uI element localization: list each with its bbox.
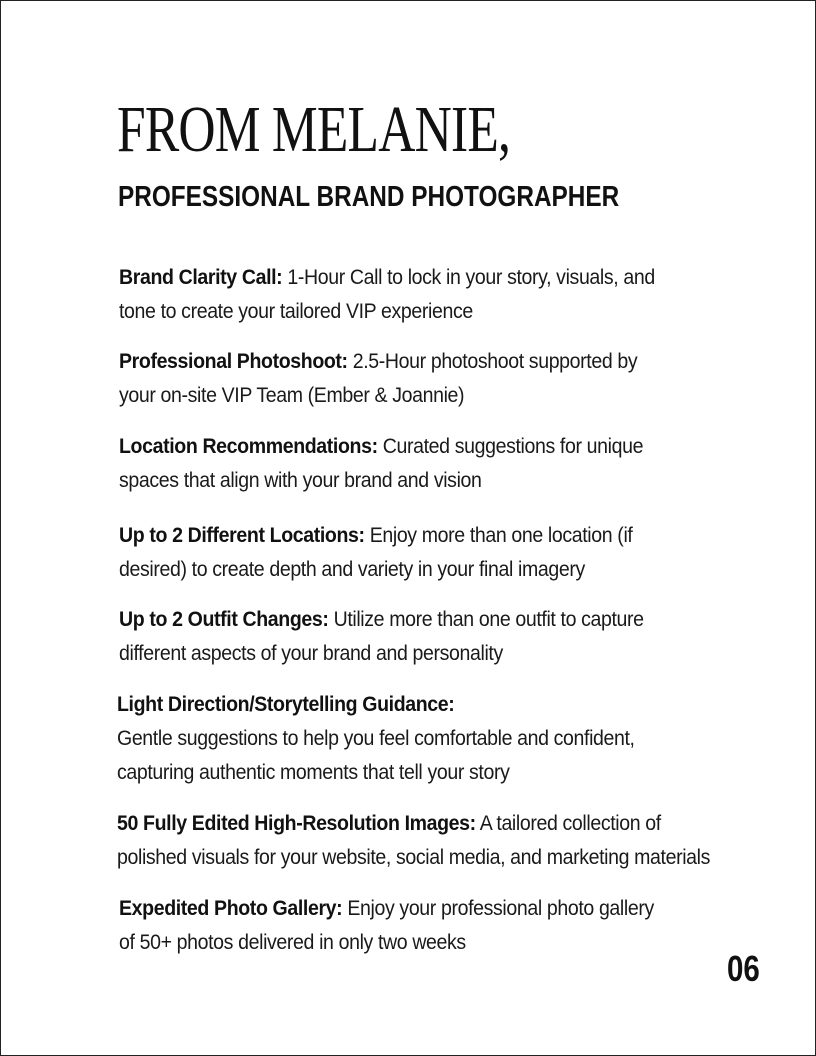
feature-label: Light Direction/Storytelling Guidance: <box>117 693 455 716</box>
feature-description: your on-site VIP Team (Ember & Joannie) <box>119 384 465 407</box>
feature-item-expedited-gallery <box>119 892 654 960</box>
page-subtitle: PROFESSIONAL BRAND PHOTOGRAPHER <box>118 181 620 213</box>
feature-label: Up to 2 Different Locations: <box>119 524 365 547</box>
feature-description: Utilize more than one outfit to capture <box>333 608 644 631</box>
feature-description: Enjoy more than one location (if <box>369 524 633 547</box>
feature-label: Up to 2 Outfit Changes: <box>119 608 329 631</box>
feature-description: polished visuals for your website, social media, and marketing materials <box>117 846 711 869</box>
feature-description: desired) to create depth and variety in your final imagery <box>119 558 585 581</box>
feature-label: Brand Clarity Call: <box>119 266 283 289</box>
feature-label: Expedited Photo Gallery: <box>119 897 343 920</box>
feature-description: 2.5-Hour photoshoot supported by <box>352 350 638 373</box>
feature-item-location-recommendations <box>119 430 643 498</box>
feature-item-professional-photoshoot <box>119 345 637 413</box>
feature-description: of 50+ photos delivered in only two weeks <box>119 931 466 954</box>
feature-item-different-locations <box>119 519 632 587</box>
feature-item-storytelling-guidance <box>117 688 635 790</box>
feature-description: A tailored collection of <box>479 812 661 835</box>
feature-item-outfit-changes <box>119 603 644 671</box>
feature-description: spaces that align with your brand and vision <box>119 469 482 492</box>
feature-description: Enjoy your professional photo gallery <box>347 897 654 920</box>
page-number: 06 <box>727 948 760 989</box>
feature-description: capturing authentic moments that tell your story <box>117 761 510 784</box>
feature-label: 50 Fully Edited High-Resolution Images: <box>117 812 476 835</box>
feature-description: different aspects of your brand and personality <box>119 642 503 665</box>
feature-label: Location Recommendations: <box>119 435 378 458</box>
feature-description: tone to create your tailored VIP experience <box>119 300 473 323</box>
feature-description: 1-Hour Call to lock in your story, visuals, and <box>287 266 655 289</box>
feature-description: Curated suggestions for unique <box>382 435 644 458</box>
feature-description: Gentle suggestions to help you feel comfortable and confident, <box>117 727 635 750</box>
feature-item-brand-clarity-call <box>119 261 655 329</box>
page-title: FROM MELANIE, <box>117 93 511 166</box>
feature-item-edited-images <box>117 807 710 875</box>
feature-label: Professional Photoshoot: <box>119 350 348 373</box>
